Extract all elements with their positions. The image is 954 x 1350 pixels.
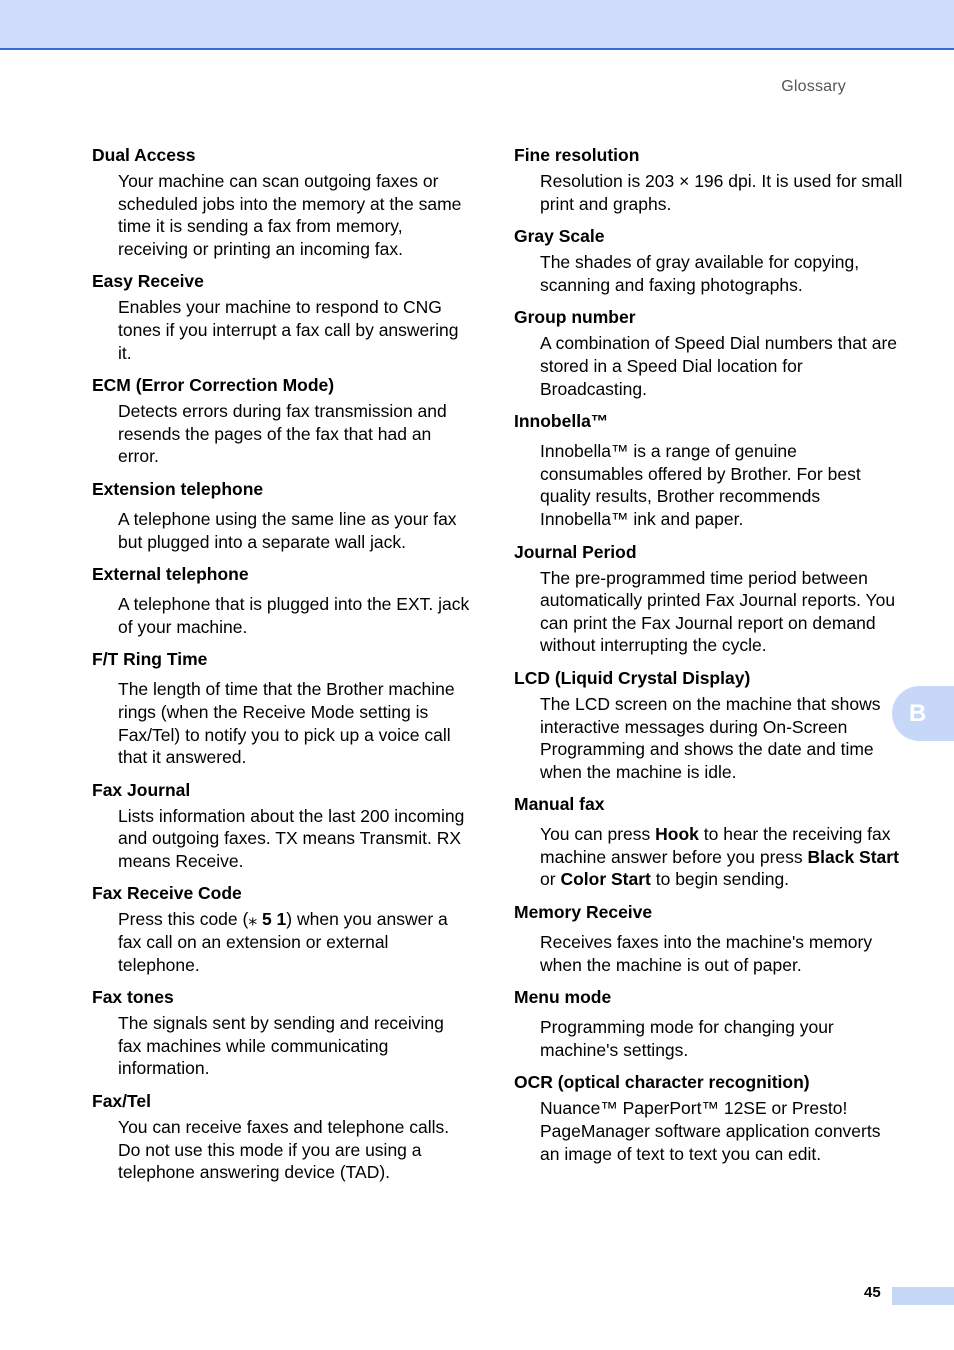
glossary-term: Manual fax <box>514 794 605 815</box>
page-number-bar <box>892 1287 954 1305</box>
glossary-definition: A telephone using the same line as your fax but plugged into a separate wall jack. <box>118 508 457 552</box>
header-bar <box>0 0 954 50</box>
star-key-icon: ⁎ <box>248 909 258 930</box>
glossary-term: Fax tones <box>92 987 174 1008</box>
glossary-term: LCD (Liquid Crystal Display) <box>514 667 751 688</box>
glossary-definition: The length of time that the Brother machine rings (when the Receive Mode setting is Fax/Tel) to notify you to pick up a voice call that it answered. <box>118 679 455 768</box>
glossary-definition: Resolution is 203 × 196 dpi. It is used for small print and graphs. <box>540 171 903 214</box>
hook-key-name: Hook <box>655 824 699 845</box>
chapter-tab: B <box>892 686 954 741</box>
glossary-definition: Nuance™ PaperPort™ 12SE or Presto! PageManager software application converts an image of text to text you can edit. <box>540 1098 881 1164</box>
glossary-definition: Innobella™ is a range of genuine consumables offered by Brother. For best quality results, Brother recommends Innobella™ ink and paper. <box>540 441 861 529</box>
glossary-term: Gray Scale <box>514 226 605 247</box>
glossary-definition: The signals sent by sending and receiving fax machines while communicating information. <box>118 1013 444 1079</box>
page-number: 45 <box>864 1284 881 1301</box>
glossary-term: ECM (Error Correction Mode) <box>92 375 335 396</box>
glossary-definition: Receives faxes into the machine's memory when the machine is out of paper. <box>540 932 873 975</box>
glossary-definition: Your machine can scan outgoing faxes or scheduled jobs into the memory at the same time it is sending a fax from memory, receiving or printing an incoming fax. <box>118 171 462 259</box>
glossary-definition: Programming mode for changing your machine's settings. <box>540 1017 834 1060</box>
glossary-term: Group number <box>514 307 636 328</box>
glossary-definition: The shades of gray available for copying, scanning and faxing photographs. <box>540 252 860 295</box>
glossary-term: Easy Receive <box>92 271 204 292</box>
glossary-definition: You can press Hook to hear the receiving fax machine answer before you press Black Start or Color Start to begin sending. <box>540 824 899 890</box>
glossary-term: Extension telephone <box>92 478 264 499</box>
glossary-column-left <box>92 144 472 1194</box>
section-title: Glossary <box>781 78 846 95</box>
glossary-term: Memory Receive <box>514 902 653 923</box>
code-digits: 5 1 <box>257 909 287 930</box>
glossary-term: OCR (optical character recognition) <box>514 1072 810 1093</box>
glossary-term: Dual Access <box>92 145 196 165</box>
color-start-key-name: Color Start <box>560 869 651 890</box>
glossary-term: Fine resolution <box>514 145 640 165</box>
glossary-term: Innobella™ <box>514 411 609 432</box>
glossary-term: Fax/Tel <box>92 1091 152 1112</box>
glossary-definition: A telephone that is plugged into the EXT. jack of your machine. <box>118 594 470 637</box>
glossary-term: External telephone <box>92 564 249 585</box>
glossary-definition: Press this code (⁎ 5 1) when you answer a fax call on an extension or external telephone. <box>118 909 448 975</box>
glossary-term: Journal Period <box>514 541 637 562</box>
glossary-definition: The pre-programmed time period between automatically printed Fax Journal reports. You can print the Fax Journal report on demand without interrupting the cycle. <box>540 567 896 656</box>
glossary-term: Menu mode <box>514 987 612 1008</box>
glossary-term: Fax Receive Code <box>92 883 242 904</box>
glossary-term: Fax Journal <box>92 779 191 800</box>
glossary-definition: Lists information about the last 200 incoming and outgoing faxes. TX means Transmit. RX means Receive. <box>118 805 465 871</box>
glossary-definition: Detects errors during fax transmission and resends the pages of the fax that had an error. <box>118 401 447 467</box>
glossary-definition: You can receive faxes and telephone calls. Do not use this mode if you are using a telephone answering device (TAD). <box>118 1117 450 1183</box>
glossary-column-right <box>514 144 904 1175</box>
black-start-key-name: Black Start <box>807 846 899 867</box>
glossary-definition: Enables your machine to respond to CNG tones if you interrupt a fax call by answering it. <box>118 297 459 363</box>
glossary-definition: The LCD screen on the machine that shows interactive messages during On-Screen Programming and shows the date and time when the machine is idle. <box>540 693 881 782</box>
glossary-term: F/T Ring Time <box>92 649 208 670</box>
glossary-definition: A combination of Speed Dial numbers that are stored in a Speed Dial location for Broadcasting. <box>540 333 898 399</box>
